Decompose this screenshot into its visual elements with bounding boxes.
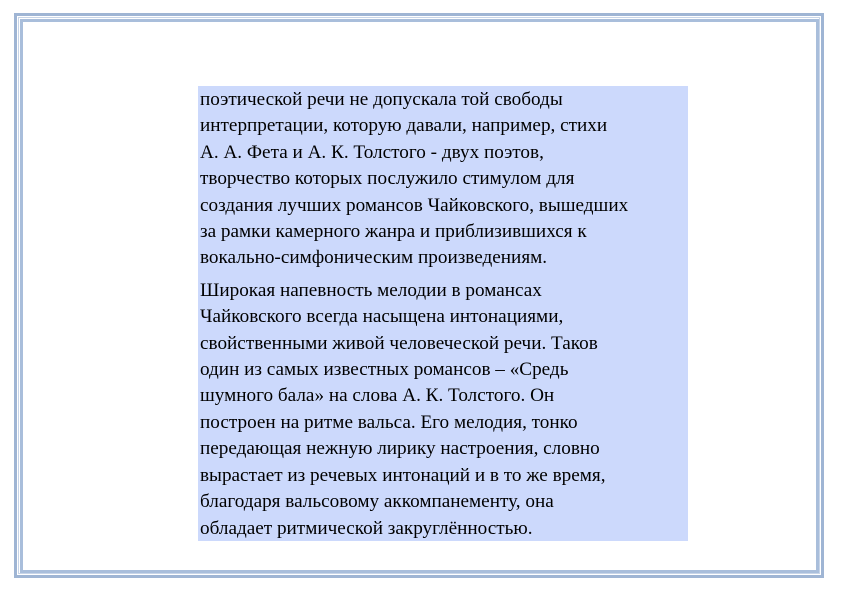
text-box [198, 86, 688, 541]
text-line: обладает ритмической закруглённостью. [200, 517, 533, 539]
text-line: А. А. Фета и А. К. Толстого - двух поэтов, [200, 141, 544, 163]
text-line: за рамки камерного жанра и приблизившихся к [200, 221, 587, 243]
text-line: благодаря вальсовому аккомпанементу, она [200, 491, 554, 513]
text-line: интерпретации, которую давали, например, стихи [200, 115, 608, 137]
text-line: построен на ритме вальса. Его мелодия, тонко [200, 411, 578, 433]
paragraph-2 [200, 278, 688, 542]
paragraph-1 [200, 87, 688, 272]
text-line: создания лучших романсов Чайковского, вышедших [200, 194, 629, 216]
text-line: Чайковского всегда насыщена интонациями, [200, 306, 564, 328]
text-line: поэтической речи не допускала той свободы [200, 89, 563, 110]
text-line: шумного бала» на слова А. К. Толстого. Он [200, 385, 555, 407]
text-line: вырастает из речевых интонаций и в то же время, [200, 464, 606, 486]
text-line: творчество которых послужило стимулом для [200, 168, 575, 190]
text-line: свойственными живой человеческой речи. Таков [200, 332, 598, 354]
text-line: один из самых известных романсов – «Средь [200, 359, 569, 381]
text-line: передающая нежную лирику настроения, словно [200, 438, 600, 460]
text-line: Широкая напевность мелодии в романсах [200, 279, 542, 301]
text-line: вокально-симфоническим произведениям. [200, 247, 548, 269]
